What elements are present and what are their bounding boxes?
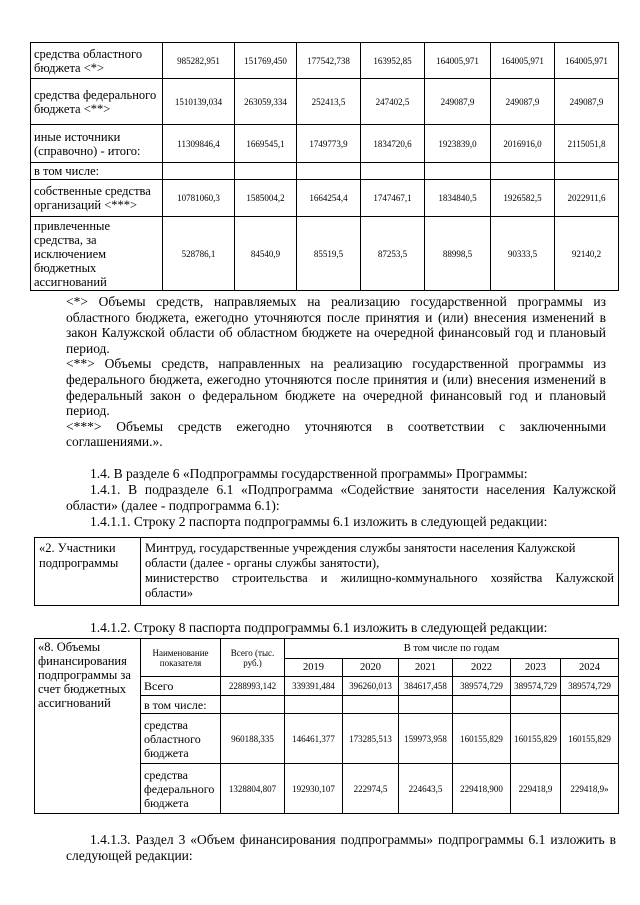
financing-table-top — [30, 42, 619, 291]
participants-line-2: министерство строительства и жилищно-коммунального хозяйства Калужской области» — [145, 571, 614, 600]
table-cell: 2016916,0 — [491, 125, 555, 163]
table-row — [31, 163, 619, 180]
table-cell: 192930,107 — [285, 764, 343, 814]
table-cell: 384617,458 — [399, 677, 453, 696]
table-cell: 1669545,1 — [235, 125, 297, 163]
participants-line-1: Минтруд, государственные учреждения службы занятости населения Калужской области (далее - органы службы занятости), — [145, 541, 576, 570]
table-cell: 396260,013 — [343, 677, 399, 696]
participants-text — [141, 538, 619, 606]
passport-row-2 — [34, 537, 619, 606]
table-row — [31, 125, 619, 163]
table-cell: 164005,971 — [491, 43, 555, 79]
table-cell: 229418,9» — [561, 764, 619, 814]
year-header: 2023 — [511, 659, 561, 677]
table-cell: 151769,450 — [235, 43, 297, 79]
passport-row-8 — [34, 638, 619, 814]
table-cell: 164005,971 — [425, 43, 491, 79]
paragraph-1-4-1-2: 1.4.1.2. Строку 8 паспорта подпрограммы 6.1 изложить в следующей редакции: — [90, 620, 548, 635]
table-cell — [491, 163, 555, 180]
table-cell: 164005,971 — [555, 43, 619, 79]
table-cell — [235, 163, 297, 180]
table-cell: 177542,738 — [297, 43, 361, 79]
row-label: в том числе: — [141, 696, 221, 714]
row-label: собственные средства организаций <***> — [31, 180, 163, 217]
table-cell — [163, 163, 235, 180]
table-cell — [221, 696, 285, 714]
table-row — [35, 538, 619, 606]
column-header-years: В том числе по годам — [285, 639, 619, 659]
year-header: 2024 — [561, 659, 619, 677]
table-row — [31, 217, 619, 291]
table-row — [35, 639, 619, 659]
table-cell: 389574,729 — [511, 677, 561, 696]
table-row — [31, 79, 619, 125]
footnotes — [66, 294, 606, 450]
table-cell: 1585004,2 — [235, 180, 297, 217]
table-cell: 224643,5 — [399, 764, 453, 814]
table-cell: 1664254,4 — [297, 180, 361, 217]
table-cell: 92140,2 — [555, 217, 619, 291]
table-cell: 87253,5 — [361, 217, 425, 291]
table-row — [31, 180, 619, 217]
table-cell: 163952,85 — [361, 43, 425, 79]
financing-label: «8. Объемы финансирования подпрограммы за счет бюджетных ассигнований — [35, 639, 141, 814]
paragraph-1-4-1-3: 1.4.1.3. Раздел 3 «Объем финансирования подпрограммы» подпрограммы 6.1 изложить в следующей редакции: — [66, 832, 616, 863]
column-header-name: Наименование показателя — [141, 639, 221, 677]
table-cell: 985282,951 — [163, 43, 235, 79]
table-cell: 249087,9 — [425, 79, 491, 125]
participants-label: «2. Участники подпрограммы — [35, 538, 141, 606]
row-label: средства областного бюджета <*> — [31, 43, 163, 79]
table-cell: 11309846,4 — [163, 125, 235, 163]
row-label: средства федерального бюджета — [141, 764, 221, 814]
table-cell: 252413,5 — [297, 79, 361, 125]
table-cell — [361, 163, 425, 180]
table-cell: 1834840,5 — [425, 180, 491, 217]
table-cell: 1923839,0 — [425, 125, 491, 163]
table-cell: 249087,9 — [491, 79, 555, 125]
paragraph-1-4-1: 1.4.1. В подразделе 6.1 «Подпрограмма «Содействие занятости населения Калужской области» (далее - подпрограмма 6.1): — [66, 482, 616, 513]
table-cell — [425, 163, 491, 180]
table-cell: 146461,377 — [285, 714, 343, 764]
table-cell: 1926582,5 — [491, 180, 555, 217]
year-header: 2021 — [399, 659, 453, 677]
table-cell — [453, 696, 511, 714]
table-cell: 389574,729 — [561, 677, 619, 696]
table-cell: 960188,335 — [221, 714, 285, 764]
table-cell — [511, 696, 561, 714]
table-cell: 173285,513 — [343, 714, 399, 764]
table-cell: 222974,5 — [343, 764, 399, 814]
footnote-federal: <**> Объемы средств, направленных на реализацию государственной программы из федерального бюджета, ежегодно уточняются после принятия и (или) внесения изменений в федеральный закон о федеральном бюджете на очередной финансовый год и плановый период. — [66, 356, 606, 419]
table-cell: 84540,9 — [235, 217, 297, 291]
table-cell: 160155,829 — [453, 714, 511, 764]
row-label: в том числе: — [31, 163, 163, 180]
paragraph-1-4: 1.4. В разделе 6 «Подпрограммы государственной программы» Программы: — [90, 466, 528, 481]
table-cell: 160155,829 — [561, 714, 619, 764]
table-cell: 1510139,034 — [163, 79, 235, 125]
year-header: 2020 — [343, 659, 399, 677]
row-label: средства областного бюджета — [141, 714, 221, 764]
table-cell: 528786,1 — [163, 217, 235, 291]
table-cell: 2115051,8 — [555, 125, 619, 163]
table-cell: 1747467,1 — [361, 180, 425, 217]
row-label: средства федерального бюджета <**> — [31, 79, 163, 125]
paragraph-1-4-1-1: 1.4.1.1. Строку 2 паспорта подпрограммы 6.1 изложить в следующей редакции: — [90, 514, 548, 529]
table-cell: 159973,958 — [399, 714, 453, 764]
table-row — [31, 43, 619, 79]
year-header: 2022 — [453, 659, 511, 677]
table-cell: 85519,5 — [297, 217, 361, 291]
row-label: Всего — [141, 677, 221, 696]
footnote-other: <***> Объемы средств ежегодно уточняются в соответствии с заключенными соглашениями.». — [66, 418, 606, 450]
table-cell — [285, 696, 343, 714]
table-cell: 1749773,9 — [297, 125, 361, 163]
row-label: привлеченные средства, за исключением бюджетных ассигнований — [31, 217, 163, 291]
table-cell — [555, 163, 619, 180]
table-cell — [561, 696, 619, 714]
year-header: 2019 — [285, 659, 343, 677]
table-cell: 88998,5 — [425, 217, 491, 291]
table-cell: 1328804,807 — [221, 764, 285, 814]
footnote-regional: <*> Объемы средств, направляемых на реализацию государственной программы из областного бюджета, ежегодно уточняются после принятия и (или) внесения изменений в закон Калужской области об областном бюджете на очередной финансовый год и плановый период. — [66, 294, 606, 356]
table-cell: 229418,900 — [453, 764, 511, 814]
table-cell: 247402,5 — [361, 79, 425, 125]
table-cell — [399, 696, 453, 714]
table-cell: 160155,829 — [511, 714, 561, 764]
table-cell: 389574,729 — [453, 677, 511, 696]
table-cell: 249087,9 — [555, 79, 619, 125]
table-cell: 10781060,3 — [163, 180, 235, 217]
table-cell: 2288993,142 — [221, 677, 285, 696]
table-cell: 90333,5 — [491, 217, 555, 291]
table-cell: 263059,334 — [235, 79, 297, 125]
table-cell: 1834720,6 — [361, 125, 425, 163]
table-cell: 339391,484 — [285, 677, 343, 696]
table-cell — [343, 696, 399, 714]
row-label: иные источники (справочно) - итого: — [31, 125, 163, 163]
table-cell — [297, 163, 361, 180]
column-header-total: Всего (тыс. руб.) — [221, 639, 285, 677]
table-cell: 229418,9 — [511, 764, 561, 814]
table-cell: 2022911,6 — [555, 180, 619, 217]
